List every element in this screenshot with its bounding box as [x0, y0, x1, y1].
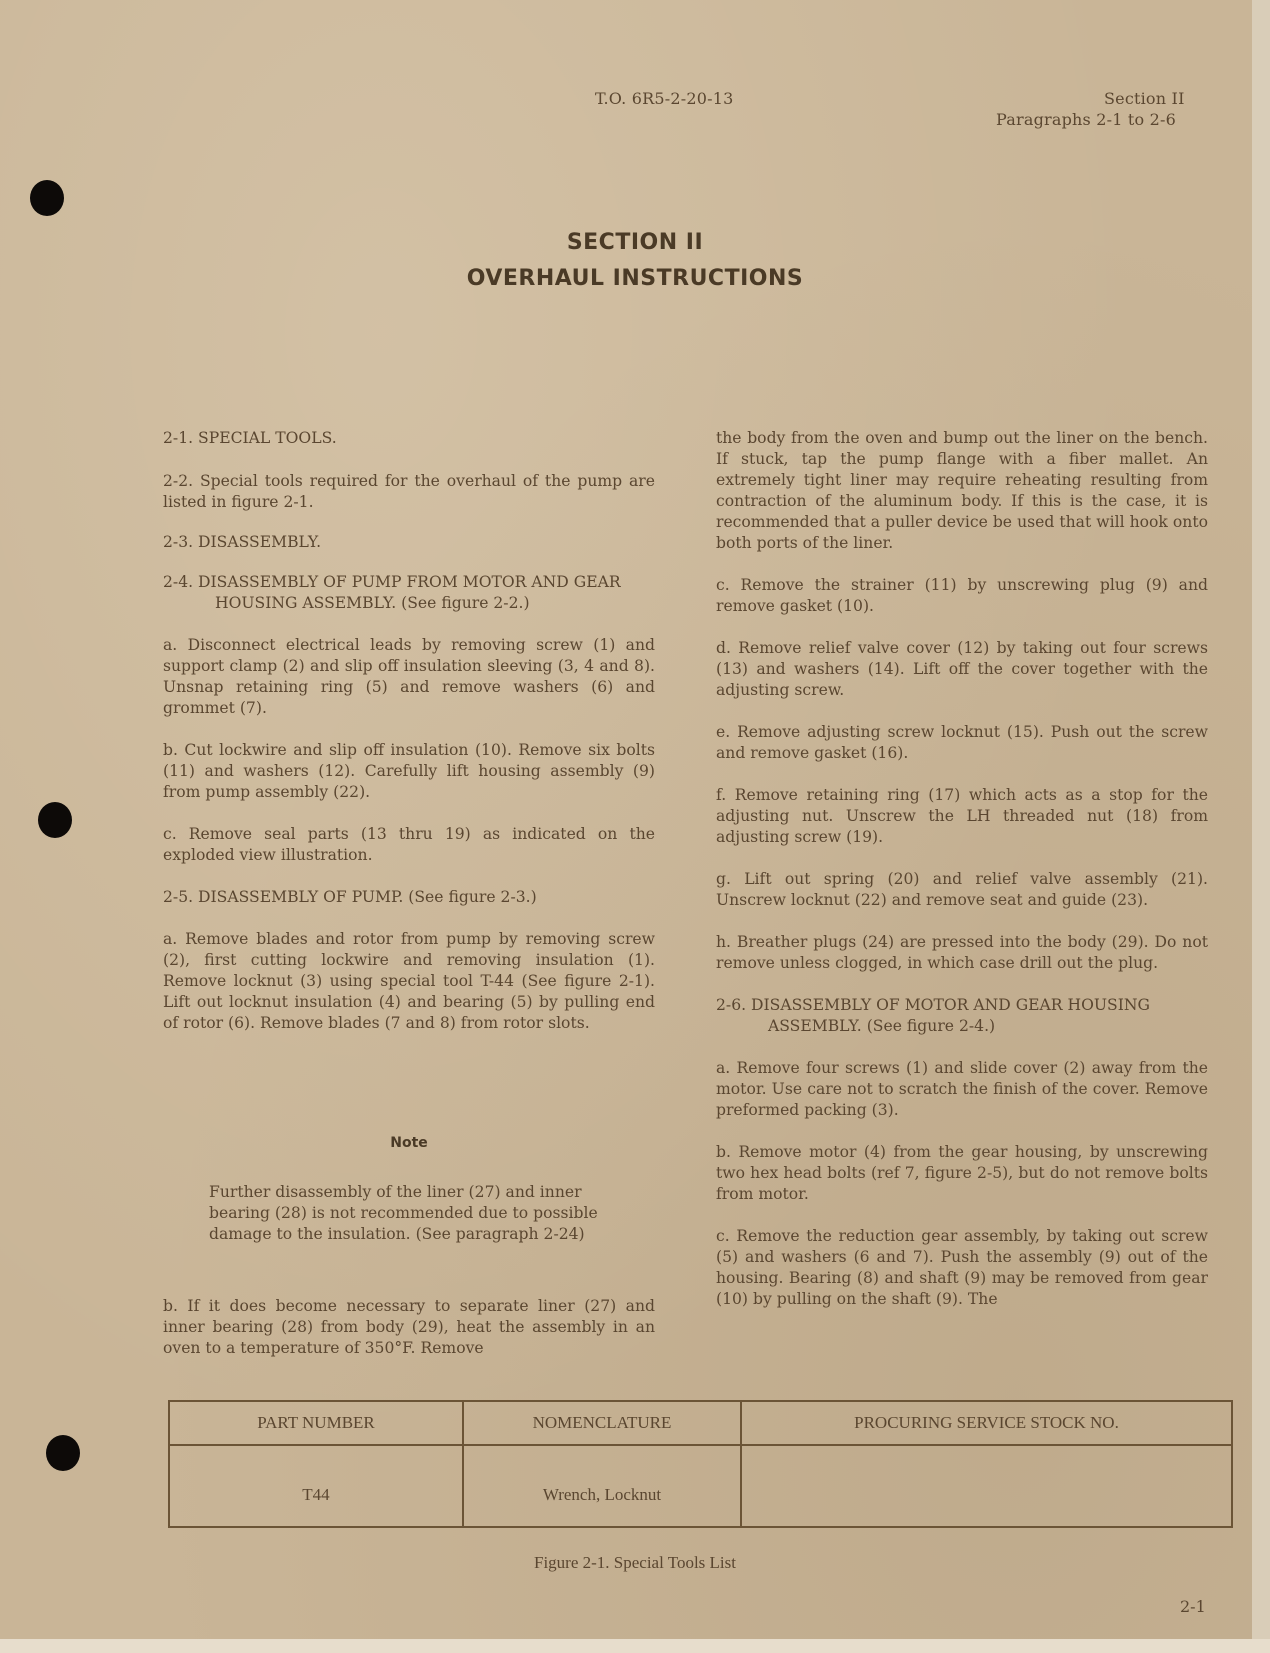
paragraph-2-5d: d. Remove relief valve cover (12) by taking out four screws (13) and washers (14). Lift off the cover together with the adjusting screw. [716, 639, 1208, 699]
right-column [716, 428, 1208, 1310]
paragraph-2-4c: c. Remove seal parts (13 thru 19) as indicated on the exploded view illustration. [163, 825, 655, 864]
column-header-nomenclature: NOMENCLATURE [463, 1401, 741, 1445]
note-block [163, 1133, 655, 1245]
paragraph-2-4: 2-4. DISASSEMBLY OF PUMP FROM MOTOR AND GEAR HOUSING ASSEMBLY. (See figure 2-2.) [163, 573, 621, 612]
paragraph-2-4a: a. Disconnect electrical leads by removing screw (1) and support clamp (2) and slip off insulation sleeving (3, 4 and 8). Unsnap retaining ring (5) and remove washers (6) and grommet (7). [163, 636, 655, 717]
column-header-part-number: PART NUMBER [169, 1401, 463, 1445]
paragraph-2-5a: a. Remove blades and rotor from pump by removing screw (2), first cutting lockwire and removing insulation (1). Remove locknut (3) using special tool T-44 (See figure 2-1). Lift out locknut insulation (4) and bearing (5) by pulling end of rotor (6). Remove blades (7 and 8) from rotor slots. [163, 930, 655, 1032]
special-tools-table [168, 1400, 1233, 1528]
paragraph-2-5b-continued: the body from the oven and bump out the liner on the bench. If stuck, tap the pump flange with a fiber mallet. An extremely tight liner may require reheating resulting from contraction of the aluminum body. If this is the case, it is recommended that a puller device be used that will hook onto both ports of the liner. [716, 429, 1208, 552]
chapter-title: OVERHAUL INSTRUCTIONS [466, 266, 804, 291]
binder-hole [46, 1435, 80, 1471]
paragraph-2-5h: h. Breather plugs (24) are pressed into the body (29). Do not remove unless clogged, in which case drill out the plug. [716, 933, 1208, 972]
note-text: Further disassembly of the liner (27) and inner bearing (28) is not recommended due to possible damage to the insulation. (See paragraph 2-24) [209, 1183, 598, 1243]
paragraph-2-6: 2-6. DISASSEMBLY OF MOTOR AND GEAR HOUSING ASSEMBLY. (See figure 2-4.) [716, 996, 1150, 1035]
section-title: SECTION II [566, 230, 704, 255]
doc-number: T.O. 6R5-2-20-13 [595, 89, 734, 108]
paragraph-2-5f: f. Remove retaining ring (17) which acts as a stop for the adjusting nut. Unscrew the LH threaded nut (18) from adjusting screw (19). [716, 786, 1208, 846]
paragraph-2-5g: g. Lift out spring (20) and relief valve assembly (21). Unscrew locknut (22) and remove seat and guide (23). [716, 870, 1208, 909]
note-title: Note [390, 1135, 428, 1151]
cell-nomenclature: Wrench, Locknut [463, 1445, 741, 1527]
paragraph-2-6c: c. Remove the reduction gear assembly, by taking out screw (5) and washers (6 and 7). Push the assembly (9) out of the housing. Bearing (8) and shaft (9) may be removed from gear (10) by pulling on the shaft (9). The [716, 1227, 1208, 1308]
left-column [163, 428, 655, 1034]
page-edge-bottom [0, 1639, 1270, 1653]
paragraph-range: Paragraphs 2-1 to 2-6 [996, 110, 1177, 129]
paragraph-2-1: 2-1. SPECIAL TOOLS. [163, 429, 337, 447]
paragraph-2-5b: b. If it does become necessary to separate liner (27) and inner bearing (28) from body (29), heat the assembly in an oven to a temperature of 350°F. Remove [163, 1297, 655, 1357]
table-header-row [169, 1401, 1232, 1445]
section-label: Section II [1104, 89, 1185, 108]
page-number: 2-1 [1180, 1597, 1206, 1616]
binder-hole [30, 180, 64, 216]
binder-hole [38, 802, 72, 838]
column-header-stock-number: PROCURING SERVICE STOCK NO. [741, 1401, 1232, 1445]
cell-stock-number [741, 1445, 1232, 1527]
cell-part-number: T44 [169, 1445, 463, 1527]
paragraph-2-5: 2-5. DISASSEMBLY OF PUMP. (See figure 2-3.) [163, 888, 537, 906]
paragraph-2-3: 2-3. DISASSEMBLY. [163, 533, 322, 551]
table-row [169, 1445, 1232, 1527]
paragraph-2-6a: a. Remove four screws (1) and slide cover (2) away from the motor. Use care not to scratch the finish of the cover. Remove preformed packing (3). [716, 1059, 1208, 1119]
paragraph-2-6b: b. Remove motor (4) from the gear housing, by unscrewing two hex head bolts (ref 7, figure 2-5), but do not remove bolts from motor. [716, 1143, 1208, 1203]
figure-caption: Figure 2-1. Special Tools List [533, 1553, 736, 1572]
paragraph-2-5c: c. Remove the strainer (11) by unscrewing plug (9) and remove gasket (10). [716, 576, 1208, 615]
paragraph-2-4b: b. Cut lockwire and slip off insulation (10). Remove six bolts (11) and washers (12). Carefully lift housing assembly (9) from pump assembly (22). [163, 741, 655, 801]
paragraph-2-2: 2-2. Special tools required for the overhaul of the pump are listed in figure 2-1. [163, 472, 655, 511]
paragraph-2-5e: e. Remove adjusting screw locknut (15). Push out the screw and remove gasket (16). [716, 723, 1208, 762]
